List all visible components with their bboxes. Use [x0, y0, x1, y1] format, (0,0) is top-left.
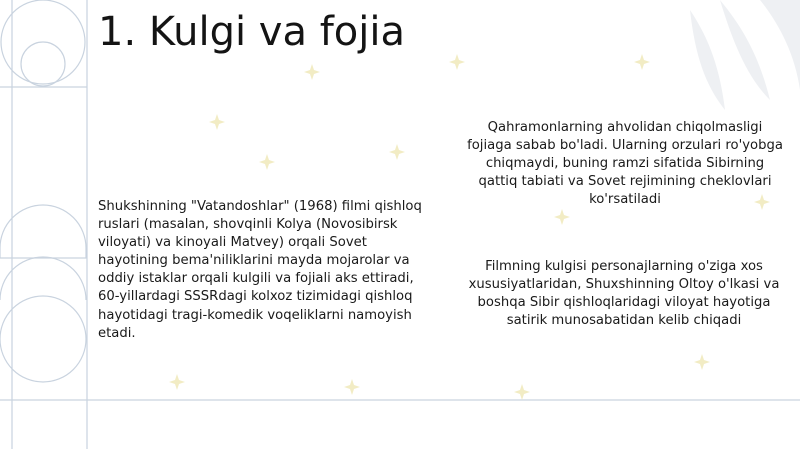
sparkle-icon	[169, 374, 185, 390]
sparkle-icon	[389, 144, 405, 160]
slide-title: 1. Kulgi va fojia	[98, 9, 405, 55]
right-paragraph-1: Qahramonlarning ahvolidan chiqolmasligi fojiaga sabab bo'ladi. Ularning orzulari ro'yobga chiqmaydi, buning ramzi sifatida Sibirning qattiq tabiati va Sovet rejimining cheklovlari ko'rsatiladi	[467, 120, 783, 207]
sparkle-icon	[449, 54, 465, 70]
right-paragraph-2: Filmning kulgisi personajlarning o'ziga xos xususiyatlaridan, Shuxshinning Oltoy o'lkasi va boshqa Sibir qishloqlaridagi viloyat hayotiga satirik munosabatidan kelib chiqadi	[468, 259, 780, 328]
sparkle-icon	[554, 209, 570, 225]
sparkle-icon	[209, 114, 225, 130]
sparkle-icon	[344, 379, 360, 395]
leaf-decoration	[760, 0, 800, 90]
sparkle-icon	[514, 384, 530, 400]
leaf-decoration	[690, 10, 725, 110]
sparkle-icon	[259, 154, 275, 170]
sparkle-icon	[634, 54, 650, 70]
leaf-decoration	[720, 0, 770, 100]
left-paragraph: Shukshinning "Vatandoshlar" (1968) filmi qishloq ruslari (masalan, shovqinli Kolya (Novosibirsk viloyati) va kinoyali Matvey) orqali Sovet hayotining bema'niliklarini mayda mojarolar va oddiy istaklar orqali kulgili va fojiali aks ettiradi, 60-yillardagi SSSRdagi kolxoz tizimidagi qishloq hayotidagi tragi-komedik voqeliklarni namoyish etadi.	[98, 199, 422, 341]
sparkle-icon	[694, 354, 710, 370]
sparkle-icon	[304, 64, 320, 80]
